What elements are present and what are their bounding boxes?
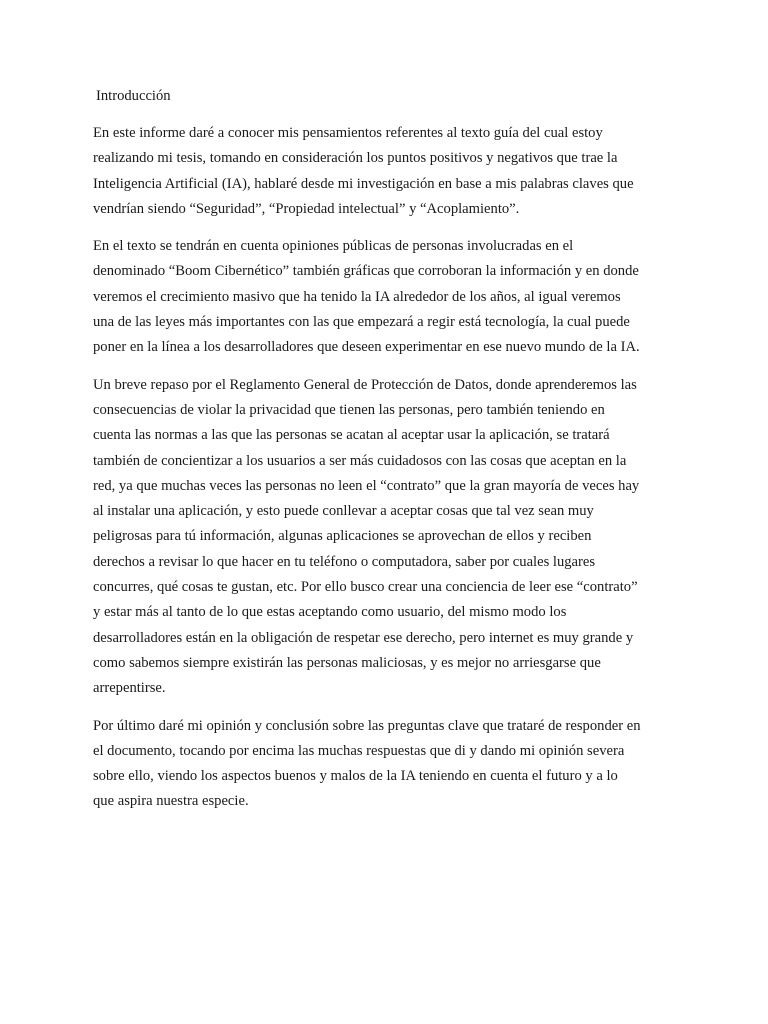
- text-line: arrepentirse.: [93, 680, 166, 697]
- text-line: peligrosas para tú información, algunas aplicaciones se aprovechan de ellos y reciben: [93, 528, 592, 545]
- document-body: [93, 121, 683, 827]
- text-line: Inteligencia Artificial (IA), hablaré desde mi investigación en base a mis palabras claves que: [93, 175, 634, 192]
- paragraph-1: [93, 121, 683, 222]
- document-title: Introducción: [96, 88, 171, 104]
- text-line: red, ya que muchas veces las personas no leen el “contrato” que la gran mayoría de veces hay: [93, 477, 640, 494]
- text-line: al instalar una aplicación, y esto puede conllevar a aceptar cosas que tal vez sean muy: [93, 503, 594, 520]
- text-line: también de concientizar a los usuarios a ser más cuidadosos con las cosas que aceptan en la: [93, 452, 627, 469]
- text-line: desarrolladores están en la obligación de respetar ese derecho, pero internet es muy grande y: [93, 629, 634, 646]
- text-line: una de las leyes más importantes con las que empezará a regir está tecnología, la cual puede: [93, 314, 630, 331]
- text-line: como sabemos siempre existirán las personas maliciosas, y es mejor no arriesgarse que: [93, 654, 601, 671]
- text-line: denominado “Boom Cibernético” también gráficas que corroboran la información y en donde: [93, 263, 639, 280]
- text-line: consecuencias de violar la privacidad que tienen las personas, pero también teniendo en: [93, 401, 605, 418]
- text-line: cuenta las normas a las que las personas se acatan al aceptar usar la aplicación, se tratará: [93, 427, 610, 444]
- text-line: realizando mi tesis, tomando en consideración los puntos positivos y negativos que trae la: [93, 150, 618, 167]
- text-line: el documento, tocando por encima las muchas respuestas que di y dando mi opinión severa: [93, 742, 625, 759]
- text-line: veremos el crecimiento masivo que ha tenido la IA alrededor de los años, al igual veremos: [93, 288, 621, 305]
- text-line: y estar más al tanto de lo que estas aceptando como usuario, del mismo modo los: [93, 604, 567, 621]
- text-line: concurres, qué cosas te gustan, etc. Por ello busco crear una conciencia de leer ese “contrato”: [93, 579, 638, 596]
- text-line: vendrían siendo “Seguridad”, “Propiedad intelectual” y “Acoplamiento”.: [93, 200, 520, 217]
- text-line: Por último daré mi opinión y conclusión sobre las preguntas clave que trataré de responder en: [93, 717, 641, 734]
- text-line: En este informe daré a conocer mis pensamientos referentes al texto guía del cual estoy: [93, 125, 603, 141]
- paragraph-2: [93, 234, 683, 360]
- text-line: sobre ello, viendo los aspectos buenos y malos de la IA teniendo en cuenta el futuro y a lo: [93, 768, 618, 785]
- paragraph-3: [93, 373, 683, 702]
- text-line: En el texto se tendrán en cuenta opiniones públicas de personas involucradas en el: [93, 238, 574, 255]
- text-line: que aspira nuestra especie.: [93, 793, 249, 810]
- paragraph-4: [93, 714, 683, 815]
- text-line: Un breve repaso por el Reglamento General de Protección de Datos, donde aprenderemos las: [93, 376, 637, 393]
- text-line: derechos a revisar lo que hacer en tu teléfono o computadora, saber por cuales lugares: [93, 553, 596, 570]
- text-line: poner en la línea a los desarrolladores que deseen experimentar en ese nuevo mundo de la IA.: [93, 339, 640, 356]
